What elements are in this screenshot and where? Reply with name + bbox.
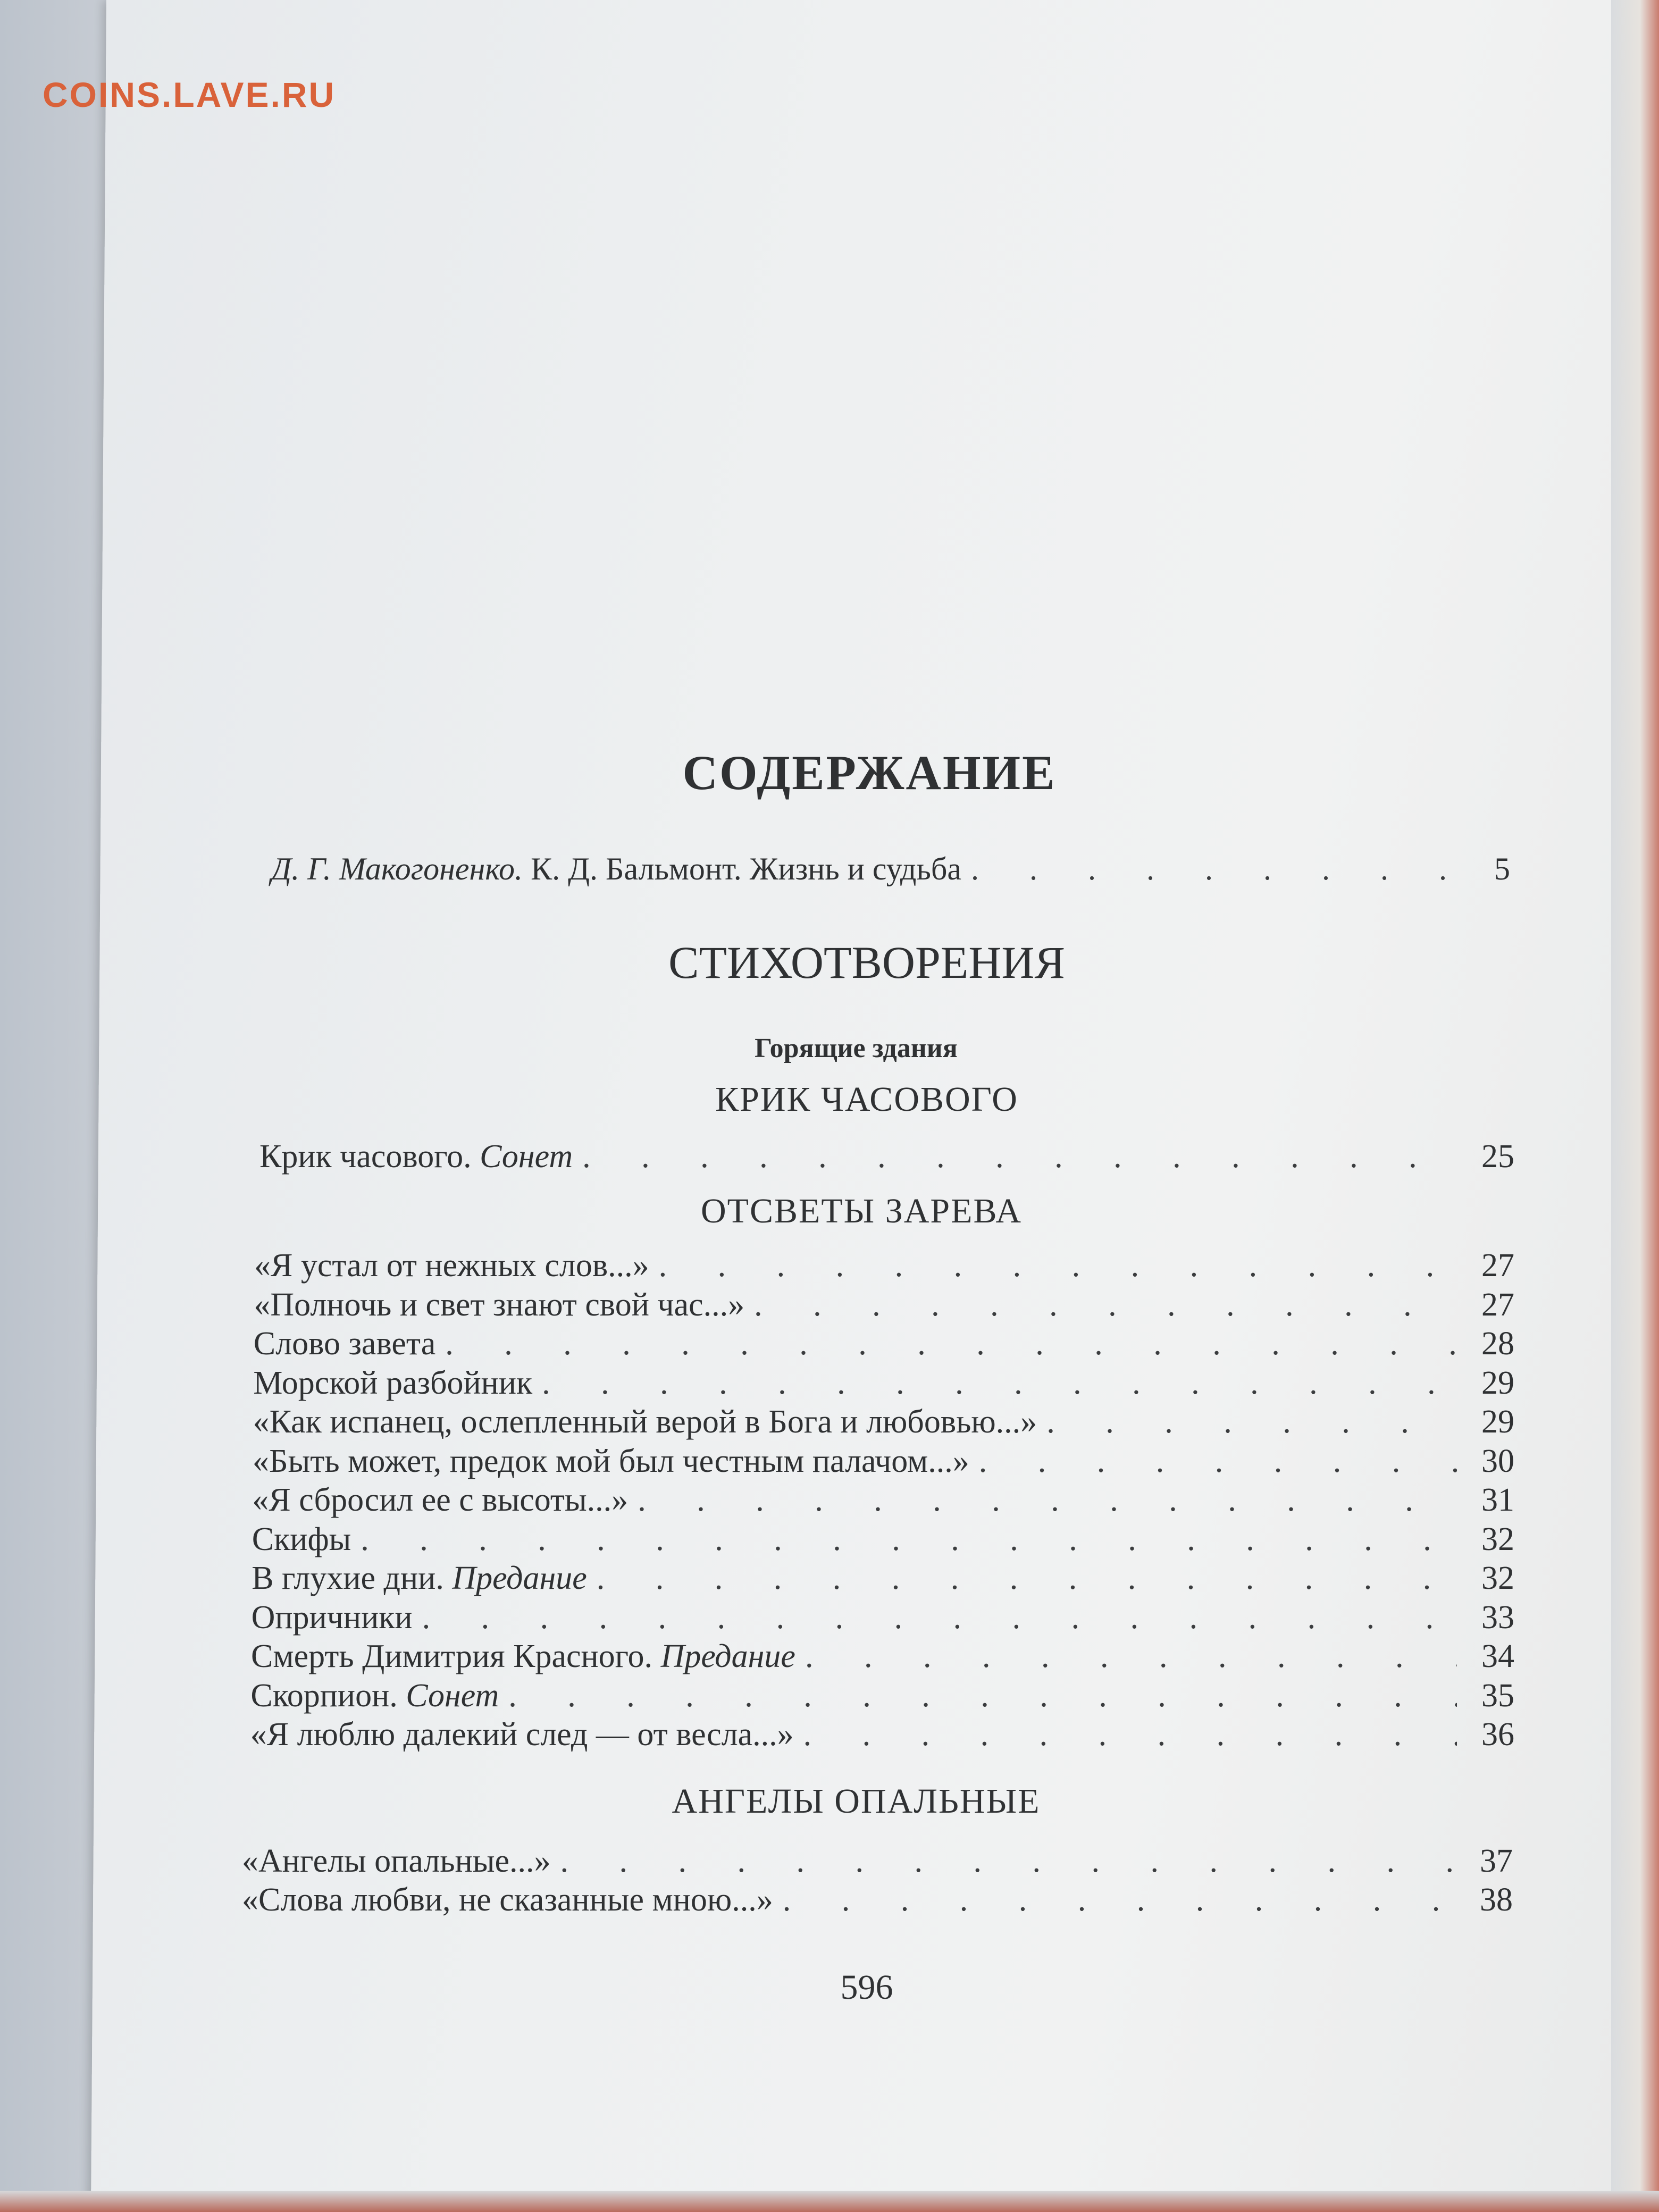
toc-entry: [253, 1364, 1514, 1402]
toc-entry-text: Смерть Димитрия Красного.: [251, 1638, 653, 1674]
leader-dots: [971, 851, 1453, 887]
toc-entry-text: «Полночь и свет знают свой час...»: [254, 1286, 745, 1323]
leader-dots: [1046, 1403, 1457, 1441]
toc-entry-title: [252, 1599, 413, 1637]
toc-intro-title: К. Д. Бальмонт. Жизнь и судьба: [531, 851, 961, 886]
toc-page-number: 31: [1481, 1482, 1514, 1518]
toc-page-number: 25: [1481, 1138, 1514, 1175]
toc-page-number: 38: [1480, 1882, 1513, 1918]
toc-entry-title: [242, 1881, 773, 1919]
page-number: 596: [840, 1968, 893, 2007]
toc-page-number: 5: [1494, 851, 1510, 886]
section-heading-cycle: ОТСВЕТЫ ЗАРЕВА: [701, 1192, 1022, 1230]
toc-entry: [254, 1286, 1514, 1324]
toc-entry-text: Скифы: [252, 1521, 351, 1557]
toc-entry-text: «Слова любви, не сказанные мною...»: [242, 1882, 773, 1918]
leader-dots: [422, 1599, 1457, 1637]
leader-dots: [582, 1138, 1457, 1176]
toc-page-number: 37: [1480, 1843, 1513, 1879]
toc-page-number: 35: [1481, 1677, 1514, 1714]
section-heading-poems: СТИХОТВОРЕНИЯ: [668, 937, 1065, 988]
toc-entry: [252, 1521, 1514, 1559]
section-heading-book: Горящие здания: [755, 1033, 958, 1063]
toc-entry-text: «Быть может, предок мой был честным палачом...»: [253, 1443, 969, 1479]
toc-entry-text: Опричники: [251, 1599, 413, 1636]
toc-entry: [251, 1638, 1514, 1675]
toc-entry: [252, 1560, 1514, 1597]
toc-entry: [242, 1842, 1513, 1880]
toc-entry-text: Слово завета: [253, 1326, 436, 1362]
toc-entry-title: [253, 1403, 1037, 1441]
leader-dots: [542, 1364, 1457, 1402]
toc-entry-genre: Предание: [652, 1638, 795, 1674]
toc-entry-text: «Я сбросил ее с высоты...»: [252, 1482, 629, 1518]
toc-entry-title: [252, 1481, 628, 1519]
toc-page-number: 36: [1481, 1716, 1514, 1753]
toc-entry-title: [259, 1138, 573, 1176]
toc-entry-text: Крик часового.: [259, 1138, 472, 1175]
toc-entry: [253, 1443, 1514, 1480]
toc-entry: [252, 1481, 1514, 1519]
toc-page-number: 27: [1481, 1247, 1514, 1284]
leader-dots: [659, 1247, 1457, 1285]
page-bottom-edge: [0, 2191, 1659, 2212]
toc-intro-author: Д. Г. Макогоненко.: [271, 851, 523, 886]
toc-entry-title: [242, 1842, 551, 1880]
toc-entry: [254, 1325, 1514, 1363]
leader-dots: [803, 1716, 1457, 1754]
toc-entry: [242, 1881, 1513, 1919]
toc-entry-title: [254, 1247, 649, 1285]
toc-entry-genre: Предание: [443, 1560, 587, 1596]
toc-entry: [250, 1716, 1514, 1754]
leader-dots: [805, 1638, 1457, 1675]
toc-intro-text: [271, 851, 961, 887]
toc-entry-title: [250, 1716, 794, 1754]
toc-entry-text: «Я люблю далекий след — от весла...»: [250, 1716, 794, 1753]
toc-page-number: 30: [1481, 1443, 1514, 1479]
leader-dots: [361, 1521, 1457, 1559]
leader-dots: [979, 1443, 1457, 1480]
toc-entry-text: В глухие дни.: [252, 1560, 444, 1596]
leader-dots: [783, 1881, 1455, 1919]
leader-dots: [508, 1677, 1457, 1715]
toc-entry-text: Скорпион.: [250, 1677, 398, 1714]
toc-entry: [252, 1599, 1514, 1637]
section-heading-cycle: АНГЕЛЫ ОПАЛЬНЫЕ: [672, 1782, 1041, 1821]
leader-dots: [445, 1325, 1457, 1363]
page-title: СОДЕРЖАНИЕ: [682, 745, 1057, 800]
leader-dots: [560, 1842, 1456, 1880]
toc-entry-title: [253, 1364, 532, 1402]
toc-entry-title: [250, 1677, 499, 1715]
section-heading-cycle: КРИК ЧАСОВОГО: [715, 1080, 1018, 1119]
toc-entry-title: [254, 1325, 435, 1363]
toc-page-number: 29: [1481, 1364, 1514, 1401]
toc-entry-genre: Сонет: [397, 1677, 499, 1714]
toc-entry-genre: Сонет: [471, 1138, 573, 1175]
toc-entry: [250, 1677, 1514, 1715]
toc-entry: [253, 1403, 1514, 1441]
toc-entry-text: «Я устал от нежных слов...»: [254, 1247, 649, 1284]
toc-entry-title: [252, 1521, 351, 1559]
watermark: COINS.LAVE.RU: [43, 75, 336, 114]
toc-page-number: 32: [1481, 1521, 1514, 1557]
toc-page-number: 28: [1481, 1326, 1514, 1362]
toc-page-number: 32: [1481, 1560, 1514, 1596]
toc-intro-row: [271, 851, 1510, 887]
toc-entry-title: [253, 1443, 969, 1480]
toc-page-number: 29: [1481, 1404, 1514, 1440]
toc-entry: [254, 1247, 1514, 1285]
toc-entry: [259, 1138, 1514, 1176]
leader-dots: [754, 1286, 1457, 1324]
toc-page-number: 27: [1481, 1286, 1514, 1323]
toc-entry-text: «Как испанец, ослепленный верой в Бога и любовью...»: [253, 1404, 1037, 1440]
toc-page-number: 33: [1481, 1599, 1514, 1636]
toc-entry-title: [252, 1560, 587, 1597]
toc-entry-title: [251, 1638, 795, 1675]
toc-entry-title: [254, 1286, 744, 1324]
toc-entry-text: «Ангелы опальные...»: [242, 1843, 551, 1879]
leader-dots: [597, 1560, 1457, 1597]
leader-dots: [638, 1481, 1457, 1519]
toc-entry-text: Морской разбойник: [253, 1364, 533, 1401]
toc-page-number: 34: [1481, 1638, 1514, 1674]
